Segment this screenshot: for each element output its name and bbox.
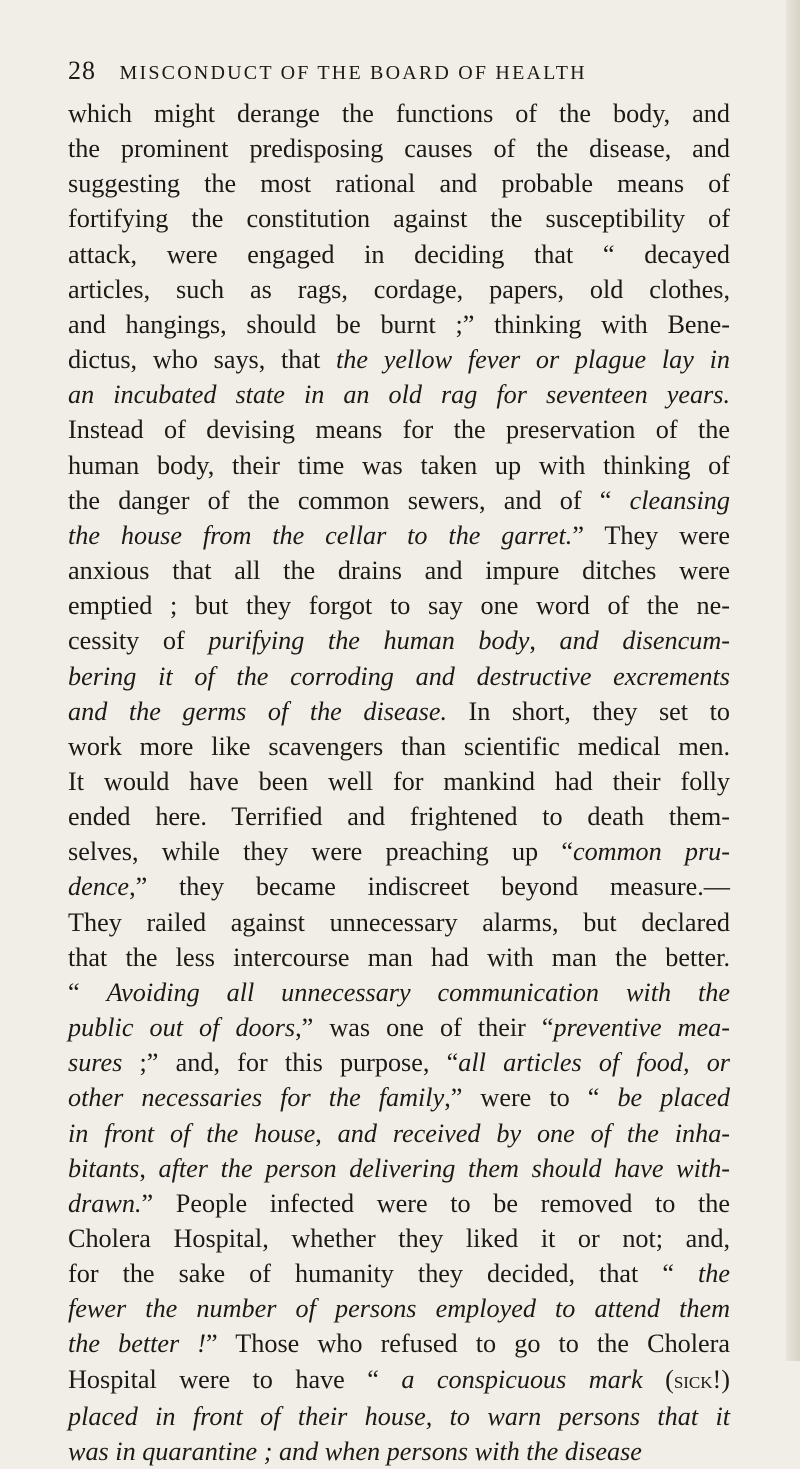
- text-line: [68, 553, 730, 588]
- italic-text: bitants: [68, 1153, 140, 1183]
- text-line: [68, 1186, 730, 1221]
- text-line: [68, 307, 730, 342]
- text-segment: Instead of devising means for the preservation of the: [68, 415, 730, 445]
- italic-text: public out of doors: [68, 1013, 296, 1043]
- text-segment: ,” were to “: [444, 1083, 618, 1113]
- italic-text: in front of the house: [68, 1118, 316, 1148]
- text-segment: ” People infected were to be removed to the: [141, 1188, 730, 1218]
- text-line: [68, 905, 730, 940]
- text-segment: (: [642, 1364, 674, 1394]
- text-line: [68, 764, 730, 799]
- italic-text: the better !: [68, 1329, 207, 1359]
- text-segment: human body, their time was taken up with thinking of: [68, 450, 730, 480]
- text-line: [68, 1045, 730, 1080]
- page-header: [68, 56, 738, 86]
- page-number: 28: [68, 56, 96, 85]
- text-segment: articles, such as rags, cordage, papers, old clothes,: [68, 274, 730, 304]
- text-segment: for the sake of humanity they decided, that “: [68, 1259, 698, 1289]
- text-line: [68, 623, 730, 658]
- text-line: [68, 96, 730, 131]
- italic-text: the house from the cellar to the garret.: [68, 520, 573, 550]
- text-segment: ;” and, for this purpose, “: [122, 1048, 459, 1078]
- text-line: [68, 237, 730, 272]
- text-line: [68, 1291, 730, 1326]
- text-line: [68, 1434, 730, 1469]
- italic-text: Avoiding all unnecessary communication with the: [106, 977, 730, 1007]
- page-edge: [786, 0, 800, 1361]
- italic-text: bering it of the corroding and destructive excrements: [68, 661, 730, 691]
- text-line: [68, 588, 730, 623]
- text-segment: ,: [139, 1153, 159, 1183]
- text-line: [68, 694, 730, 729]
- text-segment: ,: [315, 1118, 338, 1148]
- italic-text: common pru-: [572, 837, 730, 867]
- text-line: [68, 834, 730, 869]
- italic-text: and the germs of the disease.: [68, 696, 447, 726]
- text-segment: ,” was one of their “: [295, 1013, 554, 1043]
- text-segment: !): [712, 1364, 730, 1394]
- text-line: [68, 377, 730, 412]
- italic-text: the yellow fever or plague lay in: [336, 345, 730, 375]
- text-line: [68, 1326, 730, 1361]
- text-segment: suggesting the most rational and probable means of: [68, 169, 730, 199]
- text-line: [68, 940, 730, 975]
- text-segment: and hangings, should be burnt ;” thinking with Bene-: [68, 309, 730, 339]
- text-line: [68, 869, 730, 904]
- italic-text: dence: [68, 872, 130, 902]
- italic-text: and received by one of the inha-: [337, 1118, 731, 1148]
- text-line: [68, 342, 730, 377]
- text-line: [68, 799, 730, 834]
- text-segment: emptied ; but they forgot to say one word of the ne-: [68, 591, 730, 621]
- text-segment: They railed against unnecessary alarms, but declared: [68, 907, 730, 937]
- text-line: [68, 483, 730, 518]
- italic-text: purifying the human body: [208, 626, 530, 656]
- text-segment: fortifying the constitution against the susceptibility of: [68, 204, 730, 234]
- text-segment: Cholera Hospital, whether they liked it or not; and,: [68, 1224, 730, 1253]
- text-line: [68, 448, 730, 483]
- italic-text: after the person delivering them should have with-: [158, 1153, 731, 1183]
- text-segment: the danger of the common sewers, and of “: [68, 485, 630, 515]
- italic-text: an incubated state in an old rag for seventeen years.: [68, 380, 730, 410]
- italic-text: and disencum-: [559, 626, 730, 656]
- italic-text: fewer the number of persons employed to attend them: [68, 1294, 730, 1324]
- text-segment: attack, were engaged in deciding that “ decayed: [68, 239, 730, 269]
- text-line: [68, 1256, 730, 1291]
- body-text: [68, 96, 730, 1469]
- italic-text: the: [698, 1259, 730, 1289]
- italic-text: sures: [68, 1048, 123, 1078]
- text-segment: cessity of: [68, 626, 209, 656]
- italic-text: placed in front of their house, to warn persons that it: [68, 1401, 730, 1431]
- text-segment: In short, they set to: [447, 696, 730, 726]
- italic-text: cleansing: [629, 485, 730, 515]
- running-title: MISCONDUCT OF THE BOARD OF HEALTH: [119, 62, 587, 84]
- italic-text: be placed: [617, 1083, 731, 1113]
- text-line: [68, 1399, 730, 1434]
- italic-text: preventive mea-: [553, 1013, 730, 1043]
- text-line: [68, 201, 730, 236]
- text-segment: the prominent predisposing causes of the disease, and: [68, 134, 730, 164]
- text-line: [68, 131, 730, 166]
- text-segment: dictus, who says, that: [68, 345, 337, 375]
- text-line: [68, 1151, 730, 1186]
- text-line: [68, 1221, 730, 1256]
- text-line: [68, 729, 730, 764]
- italic-text: a conspicuous mark: [401, 1364, 643, 1394]
- italic-text: all articles of food, or: [458, 1048, 731, 1078]
- text-segment: sick: [673, 1367, 713, 1394]
- text-segment: anxious that all the drains and impure ditches were: [68, 556, 730, 586]
- text-line: [68, 272, 730, 307]
- text-segment: ,” they became indiscreet beyond measure.—: [129, 872, 730, 902]
- text-line: [68, 1116, 730, 1151]
- text-line: [68, 975, 730, 1010]
- text-segment: work more like scavengers than scientific medical men.: [68, 731, 730, 761]
- text-line: [68, 1362, 730, 1399]
- text-segment: It would have been well for mankind had their folly: [68, 766, 730, 796]
- text-line: [68, 1080, 730, 1115]
- text-segment: ended here. Terrified and frightened to death them-: [68, 802, 730, 832]
- text-line: [68, 412, 730, 447]
- text-segment: Hospital were to have “: [68, 1364, 402, 1394]
- text-segment: ” They were: [572, 520, 730, 550]
- text-line: [68, 166, 730, 201]
- text-segment: which might derange the functions of the body, and: [68, 99, 730, 128]
- italic-text: other necessaries for the family: [68, 1083, 445, 1113]
- text-line: [68, 518, 730, 553]
- text-segment: selves, while they were preaching up “: [68, 837, 573, 867]
- text-line: [68, 659, 730, 694]
- text-segment: “: [68, 977, 107, 1007]
- text-segment: ” Those who refused to go to the Cholera: [206, 1329, 730, 1359]
- italic-text: was in quarantine ; and when persons with the disease: [68, 1436, 642, 1466]
- text-line: [68, 1010, 730, 1045]
- italic-text: drawn.: [68, 1188, 142, 1218]
- text-segment: that the less intercourse man had with man the better.: [68, 942, 730, 972]
- text-segment: ,: [529, 626, 560, 656]
